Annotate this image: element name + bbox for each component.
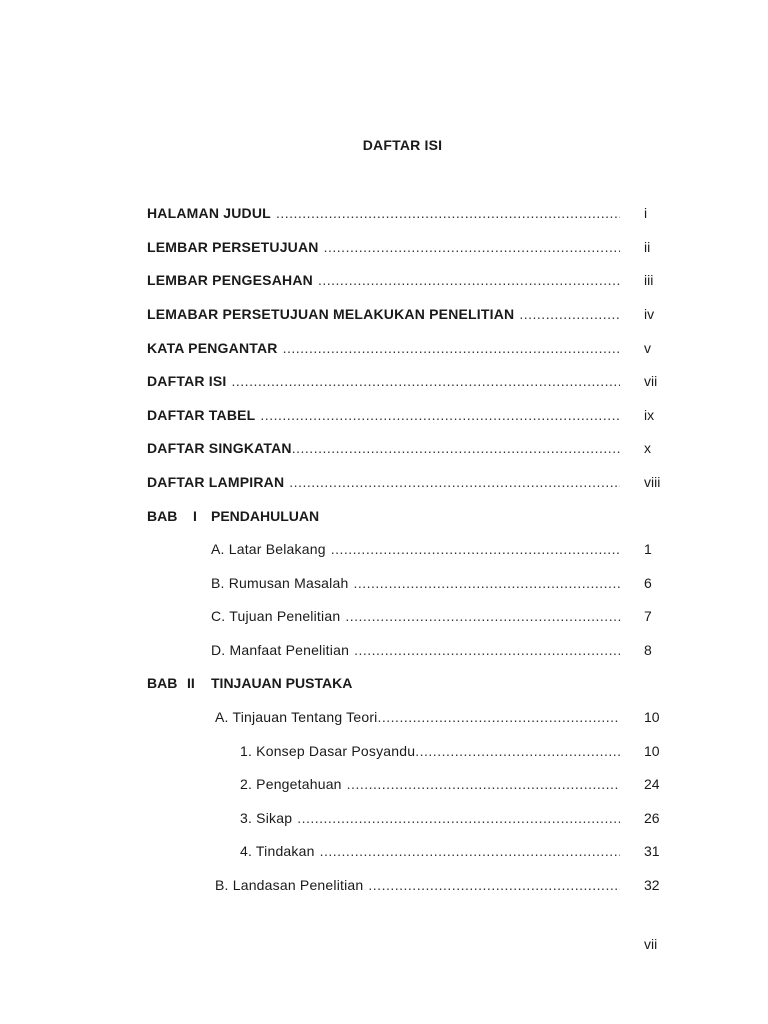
leader-dots xyxy=(232,371,620,391)
toc-entry-label: 3. Sikap xyxy=(240,810,293,826)
toc-entry-page: 32 xyxy=(644,877,660,893)
toc-entry-label: DAFTAR LAMPIRAN xyxy=(147,474,285,490)
toc-entry-page: 7 xyxy=(644,608,652,624)
toc-entry-page: 24 xyxy=(644,776,660,792)
toc-entry-label: D. Manfaat Penelitian xyxy=(211,642,350,658)
toc-entry-page: ix xyxy=(644,407,655,423)
toc-entry-daftar-isi[interactable] xyxy=(147,371,622,391)
toc-entry-label: 1. Konsep Dasar Posyandu xyxy=(240,743,416,759)
leader-dots xyxy=(415,741,620,761)
leader-dots xyxy=(378,707,621,727)
leader-dots xyxy=(519,304,620,324)
toc-entry-sikap[interactable] xyxy=(240,808,622,828)
toc-entry-pengetahuan[interactable] xyxy=(240,774,622,794)
toc-entry-tujuan-penelitian[interactable] xyxy=(211,606,622,626)
toc-entry-lembar-pengesahan[interactable] xyxy=(147,270,622,290)
toc-entry-page: 1 xyxy=(644,541,652,557)
toc-entry-page: 10 xyxy=(644,743,660,759)
page-title: DAFTAR ISI xyxy=(362,137,443,153)
toc-entry-label: DAFTAR TABEL xyxy=(147,407,256,423)
toc-entry-manfaat-penelitian[interactable] xyxy=(211,640,622,660)
toc-entry-kata-pengantar[interactable] xyxy=(147,338,622,358)
toc-entry-konsep-posyandu[interactable] xyxy=(240,741,622,761)
leader-dots xyxy=(318,270,620,290)
toc-entry-label: LEMBAR PENGESAHAN xyxy=(147,272,313,288)
toc-entry-label: DAFTAR SINGKATAN xyxy=(147,440,292,456)
leader-dots xyxy=(324,237,620,257)
leader-dots xyxy=(354,640,620,660)
toc-entry-page: 26 xyxy=(644,810,660,826)
toc-entry-label: A. Latar Belakang xyxy=(211,541,326,557)
leader-dots xyxy=(292,438,620,458)
toc-entry-label: C. Tujuan Penelitian xyxy=(211,608,341,624)
toc-entry-latar-belakang[interactable] xyxy=(211,539,622,559)
toc-entry-daftar-tabel[interactable] xyxy=(147,405,622,425)
toc-entry-label: KATA PENGANTAR xyxy=(147,340,278,356)
chapter-number: I xyxy=(193,508,197,524)
leader-dots xyxy=(260,405,620,425)
leader-dots xyxy=(297,808,620,828)
toc-entry-page: iv xyxy=(644,306,655,322)
toc-entry-halaman-judul[interactable] xyxy=(147,203,622,223)
leader-dots xyxy=(331,539,620,559)
leader-dots xyxy=(353,573,620,593)
toc-entry-label: B. Rumusan Masalah xyxy=(211,575,349,591)
toc-entry-label: HALAMAN JUDUL xyxy=(147,205,271,221)
toc-entry-daftar-singkatan[interactable] xyxy=(147,438,622,458)
leader-dots xyxy=(289,472,620,492)
toc-entry-page: 8 xyxy=(644,642,652,658)
chapter-number: II xyxy=(187,675,195,691)
toc-entry-page: 6 xyxy=(644,575,652,591)
toc-entry-lemabar-persetujuan-penelitian[interactable] xyxy=(147,304,622,324)
toc-entry-page: ii xyxy=(644,239,651,255)
leader-dots xyxy=(283,338,620,358)
toc-entry-landasan-penelitian[interactable] xyxy=(215,875,622,895)
toc-entry-label: B. Landasan Penelitian xyxy=(215,877,364,893)
chapter-label: BAB xyxy=(147,508,178,524)
toc-entry-page: viii xyxy=(644,474,661,490)
toc-entry-page: iii xyxy=(644,272,654,288)
toc-entry-tinjauan-teori[interactable] xyxy=(215,707,622,727)
chapter-title[interactable]: TINJAUAN PUSTAKA xyxy=(211,675,353,691)
leader-dots xyxy=(368,875,620,895)
chapter-title[interactable]: PENDAHULUAN xyxy=(211,508,320,524)
toc-entry-label: A. Tinjauan Tentang Teori xyxy=(215,709,378,725)
toc-entry-page: 31 xyxy=(644,843,660,859)
toc-entry-label: LEMABAR PERSETUJUAN MELAKUKAN PENELITIAN xyxy=(147,306,515,322)
leader-dots xyxy=(347,774,620,794)
chapter-label: BAB xyxy=(147,675,178,691)
toc-entry-lembar-persetujuan[interactable] xyxy=(147,237,622,257)
toc-entry-label: LEMBAR PERSETUJUAN xyxy=(147,239,319,255)
toc-entry-page: v xyxy=(644,340,651,356)
toc-entry-page: x xyxy=(644,440,651,456)
toc-entry-page: 10 xyxy=(644,709,660,725)
toc-entry-label: DAFTAR ISI xyxy=(147,373,227,389)
toc-entry-label: 4. Tindakan xyxy=(240,843,315,859)
leader-dots xyxy=(276,203,620,223)
leader-dots xyxy=(345,606,620,626)
page-number: vii xyxy=(644,936,658,952)
toc-entry-page: i xyxy=(644,205,648,221)
toc-entry-tindakan[interactable] xyxy=(240,841,622,861)
toc-entry-label: 2. Pengetahuan xyxy=(240,776,342,792)
leader-dots xyxy=(320,841,620,861)
toc-entry-daftar-lampiran[interactable] xyxy=(147,472,622,492)
toc-entry-page: vii xyxy=(644,373,658,389)
toc-entry-rumusan-masalah[interactable] xyxy=(211,573,622,593)
